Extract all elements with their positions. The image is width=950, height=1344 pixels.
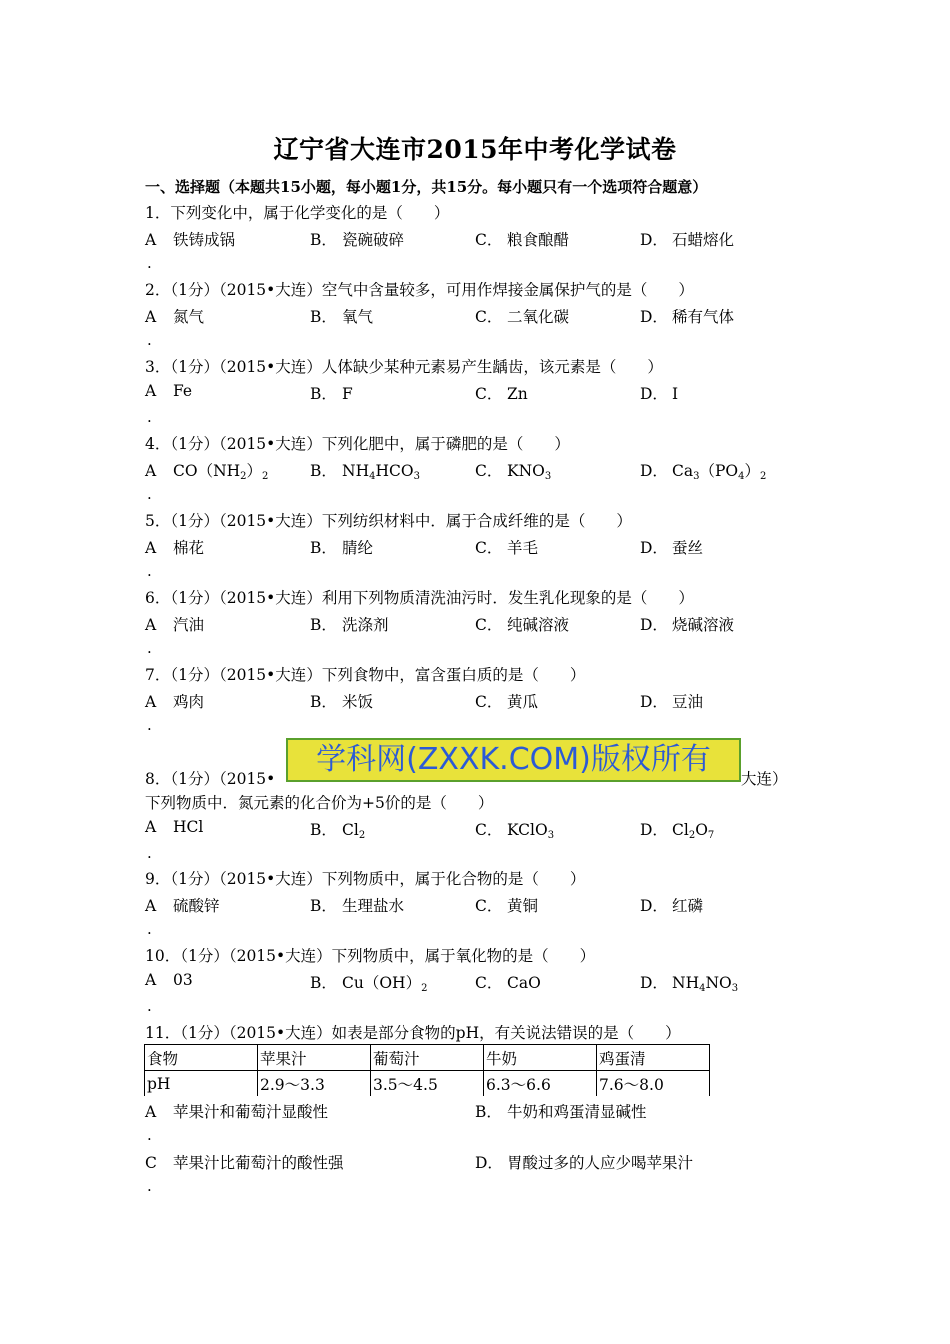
- q3-option-b: [310, 382, 353, 404]
- q9-option-c: [475, 894, 538, 916]
- q10-option-d: [640, 971, 738, 994]
- option-letter: B．: [310, 821, 337, 839]
- q9-option-a: [145, 894, 220, 916]
- row-dot: .: [147, 1177, 152, 1195]
- option-text: 纯碱溶液: [507, 616, 570, 634]
- option-text: $NH_4NO_3$: [672, 974, 739, 994]
- q4-option-a: [145, 459, 268, 482]
- option-text: 石蜡熔化: [672, 231, 735, 249]
- row-dot: .: [147, 1126, 152, 1144]
- q10-option-b: [310, 971, 427, 994]
- question-10-stem: 10．（1分）（2015•大连）下列物质中，属于氧化物的是（ ）: [145, 947, 596, 965]
- question-4-stem: 4．（1分）（2015•大连）下列化肥中，属于磷肥的是（ ）: [145, 435, 570, 453]
- question-8-stem-line2: 下列物质中．氮元素的化合价为+5价的是（ ）: [145, 794, 494, 812]
- option-text: 硫酸锌: [173, 897, 220, 915]
- q6-option-a: [145, 613, 204, 635]
- q5-option-b: [310, 536, 373, 558]
- option-text: 蚕丝: [672, 539, 704, 557]
- q4-option-b: [310, 459, 420, 482]
- option-letter: A: [145, 971, 157, 989]
- table-cell: 7.6～8.0: [597, 1071, 710, 1097]
- q8-option-c: [475, 818, 554, 841]
- row-dot: .: [147, 997, 152, 1015]
- option-text: $Ca_3(PO_4)_2$: [672, 462, 767, 482]
- option-letter: D．: [640, 539, 668, 557]
- option-text: 苹果汁和葡萄汁显酸性: [173, 1103, 329, 1121]
- option-letter: B．: [310, 539, 337, 557]
- option-letter: D．: [640, 974, 668, 992]
- option-text: CaO: [507, 974, 541, 992]
- q8-option-d: [640, 818, 714, 841]
- option-letter: C．: [475, 897, 503, 915]
- row-dot: .: [147, 485, 152, 503]
- option-letter: D．: [640, 821, 668, 839]
- q2-option-c: [475, 305, 569, 327]
- table-cell: 葡萄汁: [371, 1045, 484, 1071]
- option-text: 瓷碗破碎: [342, 231, 405, 249]
- q8-option-a: [145, 818, 203, 836]
- option-text: 二氧化碳: [507, 308, 570, 326]
- option-text: 生理盐水: [342, 897, 405, 915]
- option-text: 豆油: [672, 693, 704, 711]
- question-8-stem-left: 8．（1分）（2015•: [145, 770, 276, 788]
- q9-option-b: [310, 894, 404, 916]
- option-letter: A: [145, 539, 157, 557]
- option-letter: D．: [640, 897, 668, 915]
- q6-option-c: [475, 613, 569, 635]
- option-letter: A: [145, 231, 157, 249]
- table-row: [145, 1045, 710, 1071]
- option-letter: D．: [640, 462, 668, 480]
- q3-option-a: [145, 382, 192, 400]
- option-letter: A: [145, 308, 157, 326]
- option-letter: C．: [475, 974, 503, 992]
- question-3-stem: 3．（1分）（2015•大连）人体缺少某种元素易产生龋齿，该元素是（ ）: [145, 358, 663, 376]
- section-heading: 一、选择题（本题共15小题，每小题1分，共15分。每小题只有一个选项符合题意）: [145, 178, 708, 196]
- q2-option-b: [310, 305, 373, 327]
- table-cell: 3.5～4.5: [371, 1071, 484, 1097]
- option-letter: C．: [475, 308, 503, 326]
- option-text: KClO$_3$: [507, 821, 555, 841]
- q1-option-d: [640, 228, 734, 250]
- table-row: [145, 1071, 710, 1097]
- q7-option-a: [145, 690, 204, 712]
- table-cell: pH: [145, 1071, 258, 1097]
- table-cell: 6.3～6.6: [484, 1071, 597, 1097]
- ph-table: [144, 1044, 710, 1096]
- option-text: 氧气: [342, 308, 374, 326]
- q9-option-d: [640, 894, 703, 916]
- row-dot: .: [147, 408, 152, 426]
- option-text: 棉花: [173, 539, 205, 557]
- q1-option-c: [475, 228, 569, 250]
- question-11-stem: 11．（1分）（2015•大连）如表是部分食物的pH，有关说法错误的是（ ）: [145, 1024, 681, 1042]
- option-text: 苹果汁比葡萄汁的酸性强: [173, 1154, 344, 1172]
- q5-option-d: [640, 536, 703, 558]
- option-letter: B．: [310, 308, 337, 326]
- question-5-stem: 5．（1分）（2015•大连）下列纺织材料中．属于合成纤维的是（ ）: [145, 512, 632, 530]
- q11-option-a: [145, 1100, 328, 1122]
- row-dot: .: [147, 331, 152, 349]
- q2-option-a: [145, 305, 204, 327]
- q3-option-d: [640, 382, 678, 404]
- option-letter: D．: [640, 308, 668, 326]
- q7-option-c: [475, 690, 538, 712]
- option-letter: B．: [310, 616, 337, 634]
- page-title: 辽宁省大连市2015年中考化学试卷: [273, 135, 677, 164]
- option-letter: D．: [640, 693, 668, 711]
- table-cell: 鸡蛋清: [597, 1045, 710, 1071]
- q4-option-d: [640, 459, 766, 482]
- option-text: $Cl_2$: [342, 821, 366, 841]
- option-letter: A: [145, 897, 157, 915]
- option-letter: A: [145, 616, 157, 634]
- question-8-stem-right: 大连）: [741, 770, 788, 788]
- option-letter: C．: [475, 693, 503, 711]
- q10-option-c: [475, 971, 541, 993]
- row-dot: .: [147, 716, 152, 734]
- option-text: 汽油: [173, 616, 205, 634]
- option-letter: C．: [475, 616, 503, 634]
- q2-option-d: [640, 305, 734, 327]
- watermark-banner: 学科网(ZXXK.COM)版权所有: [286, 738, 741, 782]
- q11-option-c: [145, 1151, 344, 1173]
- q7-option-b: [310, 690, 373, 712]
- option-text: $Cu(OH)_2$: [342, 974, 428, 994]
- table-cell: 食物: [145, 1045, 258, 1071]
- option-text: 鸡肉: [173, 693, 205, 711]
- option-letter: C．: [475, 821, 503, 839]
- q5-option-c: [475, 536, 538, 558]
- option-text: 稀有气体: [672, 308, 735, 326]
- option-text: 铁铸成锅: [173, 231, 236, 249]
- q6-option-d: [640, 613, 734, 635]
- option-text: 牛奶和鸡蛋清显碱性: [507, 1103, 647, 1121]
- table-cell: 2.9～3.3: [258, 1071, 371, 1097]
- option-letter: B．: [310, 385, 337, 403]
- option-letter: D．: [640, 385, 668, 403]
- option-text: I: [672, 385, 679, 403]
- option-text: 黄瓜: [507, 693, 539, 711]
- option-text: $KNO_3$: [507, 462, 552, 482]
- option-text: 粮食酿醋: [507, 231, 570, 249]
- row-dot: .: [147, 639, 152, 657]
- q3-option-c: [475, 382, 528, 404]
- option-letter: A: [145, 382, 157, 400]
- row-dot: .: [147, 920, 152, 938]
- q5-option-a: [145, 536, 204, 558]
- option-letter: D．: [640, 616, 668, 634]
- option-text: 03: [173, 971, 193, 989]
- q7-option-d: [640, 690, 703, 712]
- option-letter: C．: [475, 385, 503, 403]
- option-text: $CO(NH_2)_2$: [173, 462, 269, 482]
- row-dot: .: [147, 562, 152, 580]
- q8-option-b: [310, 818, 365, 841]
- q11-option-d: [475, 1151, 693, 1173]
- q11-option-b: [475, 1100, 647, 1122]
- option-text: HCl: [173, 818, 204, 836]
- option-letter: B．: [310, 231, 337, 249]
- option-text: 胃酸过多的人应少喝苹果汁: [507, 1154, 694, 1172]
- option-text: 氮气: [173, 308, 205, 326]
- option-letter: B．: [475, 1103, 502, 1121]
- option-text: Zn: [507, 385, 528, 403]
- row-dot: .: [147, 254, 152, 272]
- option-text: $Cl_2O_7$: [672, 821, 715, 841]
- option-text: 腈纶: [342, 539, 374, 557]
- question-7-stem: 7．（1分）（2015•大连）下列食物中，富含蛋白质的是（ ）: [145, 666, 586, 684]
- option-text: F: [342, 385, 353, 403]
- option-text: 洗涤剂: [342, 616, 389, 634]
- option-letter: C: [145, 1154, 157, 1172]
- question-2-stem: 2．（1分）（2015•大连）空气中含量较多，可用作焊接金属保护气的是（ ）: [145, 281, 694, 299]
- option-letter: A: [145, 818, 157, 836]
- question-6-stem: 6．（1分）（2015•大连）利用下列物质清洗油污时．发生乳化现象的是（ ）: [145, 589, 694, 607]
- option-letter: B．: [310, 693, 337, 711]
- q6-option-b: [310, 613, 389, 635]
- option-letter: A: [145, 1103, 157, 1121]
- table-cell: 牛奶: [484, 1045, 597, 1071]
- option-text: 红磷: [672, 897, 704, 915]
- option-letter: B．: [310, 462, 337, 480]
- q10-option-a: [145, 971, 193, 989]
- q4-option-c: [475, 459, 551, 482]
- option-text: 黄铜: [507, 897, 539, 915]
- q1-option-a: [145, 228, 235, 250]
- option-letter: C．: [475, 539, 503, 557]
- option-letter: C．: [475, 462, 503, 480]
- q1-option-b: [310, 228, 404, 250]
- option-letter: D．: [640, 231, 668, 249]
- option-letter: B．: [310, 897, 337, 915]
- option-letter: A: [145, 462, 157, 480]
- option-text: 烧碱溶液: [672, 616, 735, 634]
- option-letter: A: [145, 693, 157, 711]
- option-text: 羊毛: [507, 539, 539, 557]
- question-9-stem: 9．（1分）（2015•大连）下列物质中，属于化合物的是（ ）: [145, 870, 586, 888]
- option-text: 米饭: [342, 693, 374, 711]
- option-text: Fe: [173, 382, 193, 400]
- question-1-stem: 1．下列变化中，属于化学变化的是（ ）: [145, 204, 450, 222]
- row-dot: .: [147, 844, 152, 862]
- option-letter: C．: [475, 231, 503, 249]
- option-letter: D．: [475, 1154, 503, 1172]
- table-cell: 苹果汁: [258, 1045, 371, 1071]
- option-letter: B．: [310, 974, 337, 992]
- option-text: $NH_4HCO_3$: [342, 462, 420, 482]
